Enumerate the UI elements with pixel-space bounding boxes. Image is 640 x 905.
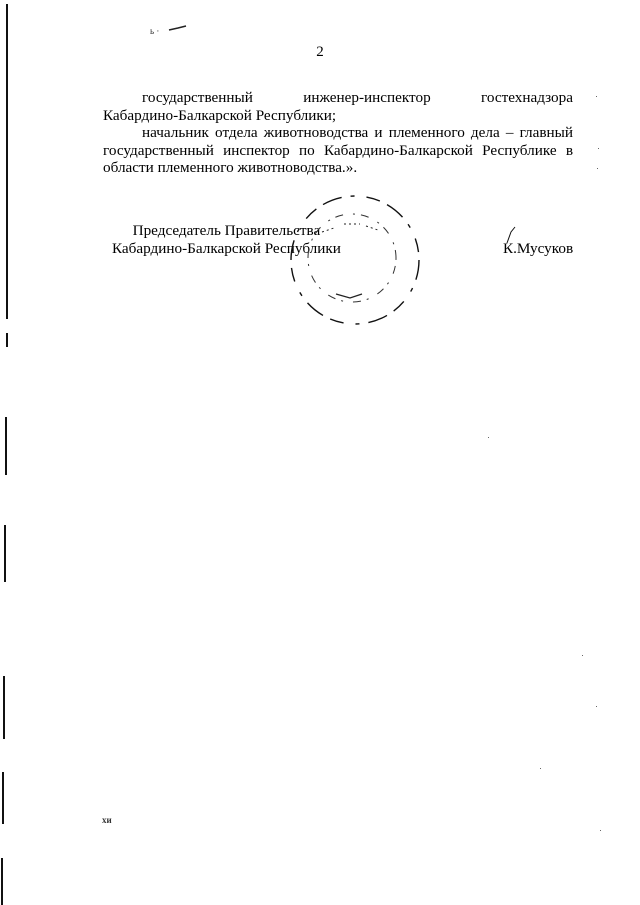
page-number: 2 [316,44,324,60]
scan-edge-line [5,417,7,475]
signature-stroke-icon [505,226,517,244]
scan-stroke-icon [168,24,188,32]
scan-edge-line [1,858,3,905]
scan-speck [596,96,597,97]
scan-mark-bottom [102,815,112,825]
word: гостехнадзора [481,89,573,106]
scan-speck [598,148,599,149]
scan-speck [488,437,489,438]
scan-edge-line [2,772,4,824]
signature-title-line2: Кабардино-Балкарской Республики [112,240,341,257]
body-text [103,89,573,177]
paragraph-1-first-line [103,89,573,107]
signer-name: К.Мусуков [503,240,574,257]
scan-edge-line [3,676,5,739]
paragraph-2: начальник отдела животноводства и племенного дела – главный государственный инспектор по Кабардино-Балкарской Республике в области племенного животноводства.». [103,124,573,176]
scan-speck [540,768,541,769]
scan-mark-top [150,26,159,36]
word: государственный [142,89,253,106]
signature-title-line1: Председатель Правительства [132,222,321,239]
scan-speck [600,830,601,831]
paragraph-1-continuation: Кабардино-Балкарской Республики; [103,106,337,124]
stamp-seal-icon [270,188,430,338]
scan-edge-line [4,525,6,582]
scan-mark-text: ь · [150,26,160,36]
scan-speck [597,168,598,169]
scan-speck [582,655,583,656]
scan-edge-line [6,333,8,347]
word: инженер-инспектор [303,89,431,106]
scan-speck [596,706,597,707]
scan-mark-text: хи [102,815,112,825]
